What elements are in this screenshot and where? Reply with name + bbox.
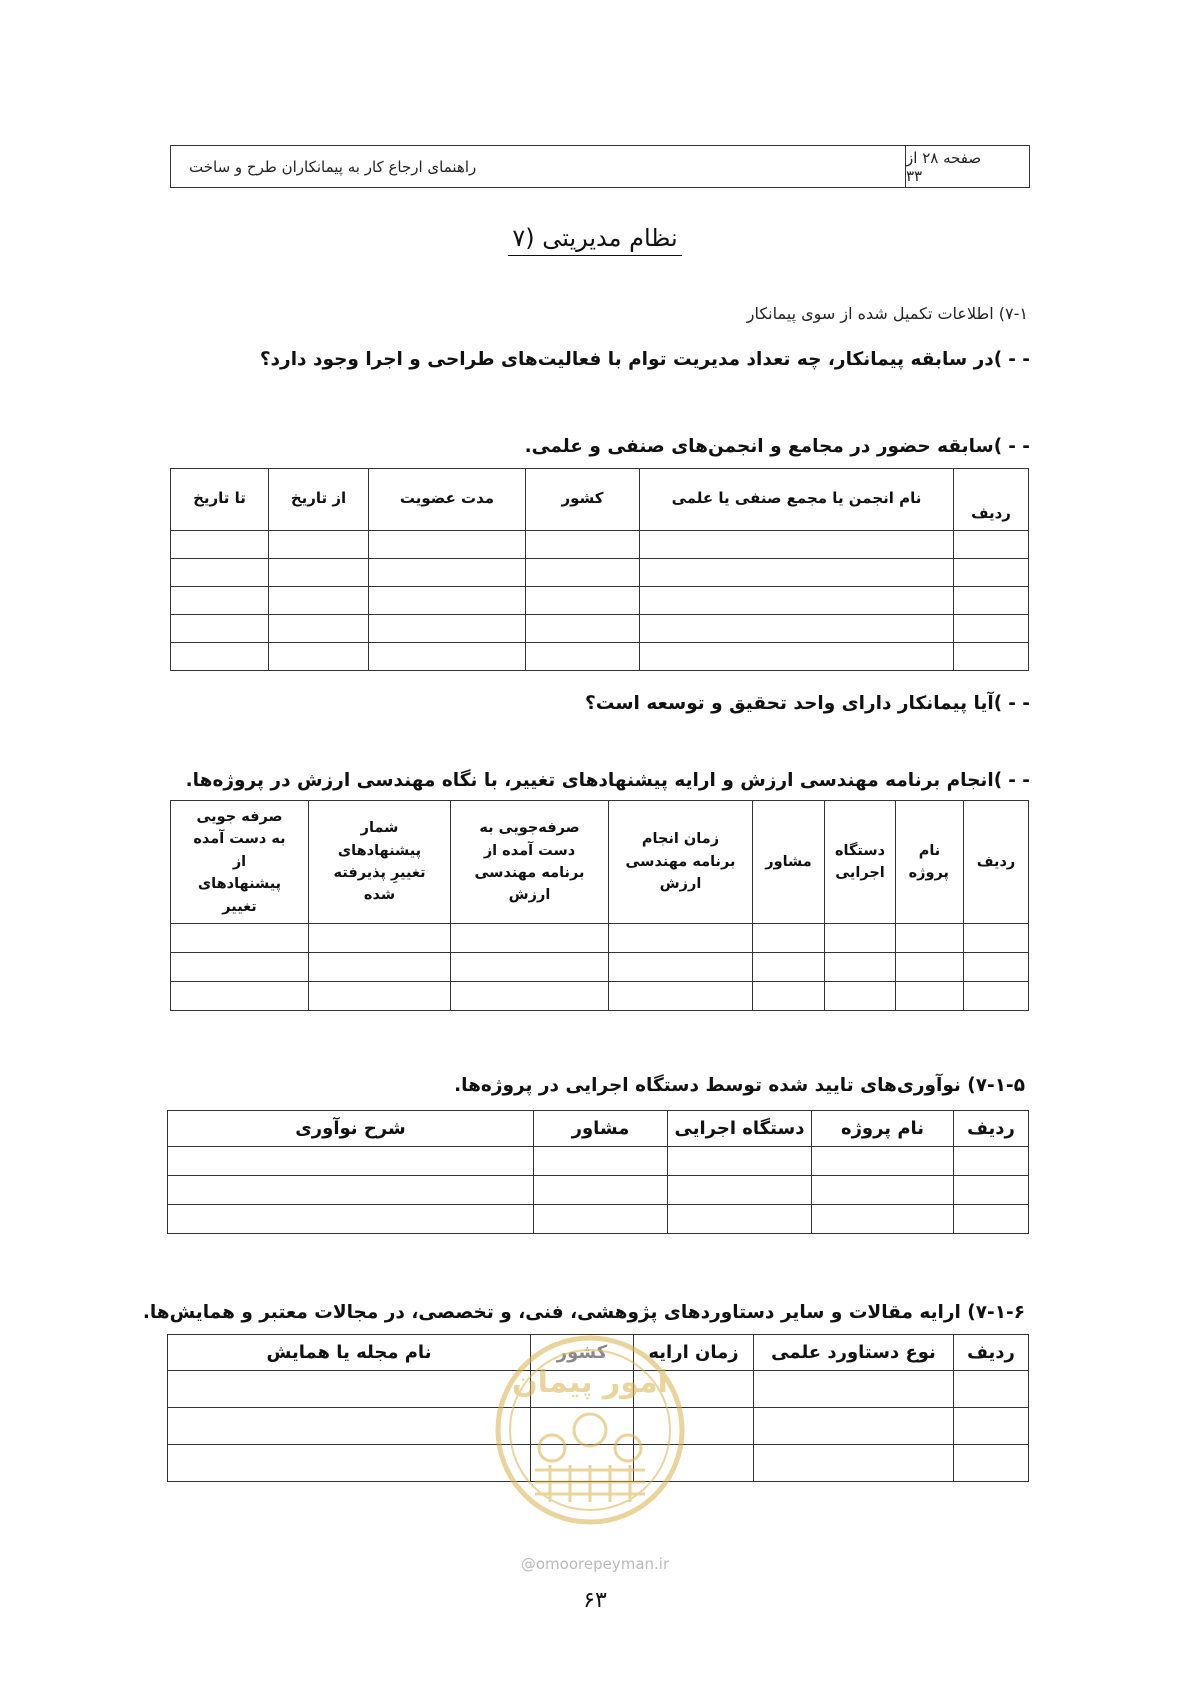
section-title: ۷) نظام مدیریتی xyxy=(0,224,1190,252)
col-header: مشاور xyxy=(534,1111,668,1147)
col-header: زمان ارایه xyxy=(634,1335,754,1371)
watermark-url: @omoorepeyman.ir xyxy=(520,1555,670,1573)
col-header: کشور xyxy=(531,1335,634,1371)
svg-text:امور پیمان: امور پیمان xyxy=(512,1365,668,1400)
col-header: شرح نوآوری xyxy=(168,1111,534,1147)
col-header: ردیف xyxy=(954,1111,1029,1147)
table-row xyxy=(168,1147,1029,1176)
col-header: ردیف xyxy=(954,1335,1029,1371)
col-header: دستگاه اجرایی xyxy=(825,801,896,924)
table-row xyxy=(168,1205,1029,1234)
header-page-indicator: صفحه ۲۸ از ۳۳ xyxy=(906,148,982,185)
subsection-heading: ۷-۱) اطلاعات تکمیل شده از سوی پیمانکار xyxy=(746,304,1028,323)
col-header: شمار پیشنهادهای تغییرِ پذیرفته شده xyxy=(309,801,451,924)
table-header-row xyxy=(171,801,1029,924)
col-header: نام انجمن یا مجمع صنفی یا علمی xyxy=(640,469,954,531)
table-row xyxy=(171,587,1029,615)
page-number: ۶۳ xyxy=(583,1588,607,1613)
col-header: مدت عضویت xyxy=(369,469,526,531)
col-header: نام پروژه xyxy=(812,1111,954,1147)
table-row xyxy=(171,953,1029,982)
table-row xyxy=(171,982,1029,1011)
table-row xyxy=(171,615,1029,643)
value-engineering-table xyxy=(170,800,1029,1011)
col-header: تا تاریخ xyxy=(171,469,269,531)
col-header: صرفه جویی به دست آمده از پیشنهادهای تغییر xyxy=(171,801,309,924)
memberships-table xyxy=(170,468,1029,671)
watermark-stamp-icon xyxy=(490,1330,690,1530)
question-2: - -)سابقه حضور در مجامع و انجمن‌های صنفی و علمی. xyxy=(524,436,1030,457)
col-header: کشور xyxy=(526,469,640,531)
table-header-row xyxy=(171,469,1029,531)
table-row xyxy=(168,1176,1029,1205)
header-document-title: راهنمای ارجاع کار به پیمانکاران طرح و ساخت xyxy=(171,146,906,187)
innovations-table xyxy=(167,1110,1029,1234)
col-header: دستگاه اجرایی xyxy=(668,1111,812,1147)
question-6: ۷-۱-۶) ارایه مقالات و سایر دستاوردهای پژوهشی، فنی، و تخصصی، در مجالات معتبر و همایش‌ها. xyxy=(142,1302,1025,1323)
col-header: نوع دستاورد علمی xyxy=(754,1335,954,1371)
col-header: صرفه‌جویی به دست آمده از برنامه مهندسی ارزش xyxy=(451,801,609,924)
table-row xyxy=(171,924,1029,953)
col-header: نام مجله یا همایش xyxy=(168,1335,531,1371)
page-header xyxy=(170,145,1030,188)
col-header: مشاور xyxy=(753,801,825,924)
col-header: از تاریخ xyxy=(269,469,369,531)
table-row xyxy=(171,643,1029,671)
col-header: زمان انجام برنامه مهندسی ارزش xyxy=(609,801,753,924)
question-1: - -)در سابقه پیمانکار، چه تعداد مدیریت توام با فعالیت‌های طراحی و اجرا وجود دارد؟ xyxy=(259,349,1030,370)
col-header: نام پروژه xyxy=(896,801,964,924)
question-3: - -)آیا پیمانکار دارای واحد تحقیق و توسعه است؟ xyxy=(585,693,1030,714)
table-row xyxy=(171,559,1029,587)
question-4: - -)انجام برنامه مهندسی ارزش و ارایه پیشنهادهای تغییر، با نگاه مهندسی ارزش در پروژه‌ها. xyxy=(185,770,1030,791)
question-5: ۷-۱-۵) نوآوری‌های تایید شده توسط دستگاه اجرایی در پروژه‌ها. xyxy=(454,1075,1025,1096)
table-row xyxy=(171,531,1029,559)
table-header-row xyxy=(168,1111,1029,1147)
col-header: ردیف xyxy=(964,801,1029,924)
col-header: ردیف xyxy=(954,469,1029,531)
